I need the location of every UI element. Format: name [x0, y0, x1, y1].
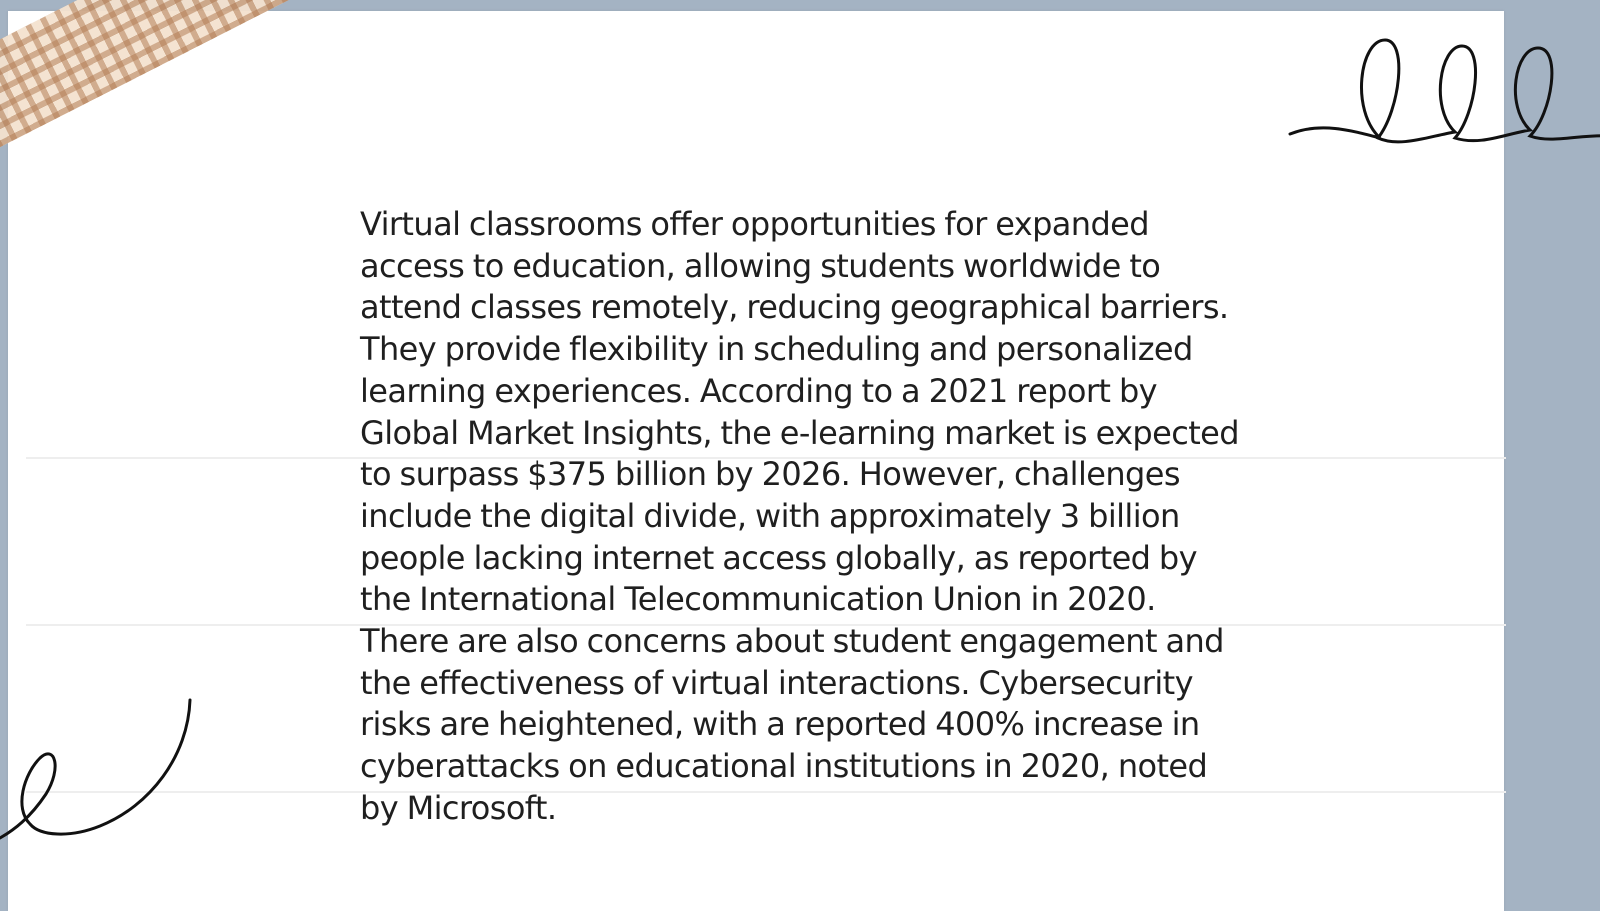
- loop-squiggle-icon: [1290, 30, 1600, 160]
- body-paragraph: Virtual classrooms offer opportunities for expanded access to education, allowing students worldwide to attend classes remotely, reducing geographical barriers. They provide flexibility in scheduling and personalized learning experiences. According to a 2021 report by Global Market Insights, the e-learning market is expected to surpass $375 billion by 2026. However, challenges include the digital divide, with approximately 3 billion people lacking internet access globally, as reported by the International Telecommunication Union in 2020. There are also concerns about student engagement and the effectiveness of virtual interactions. Cybersecurity risks are heightened, with a reported 400% increase in cyberattacks on educational institutions in 2020, noted by Microsoft.: [360, 205, 1239, 827]
- swirl-squiggle-icon: [0, 696, 200, 846]
